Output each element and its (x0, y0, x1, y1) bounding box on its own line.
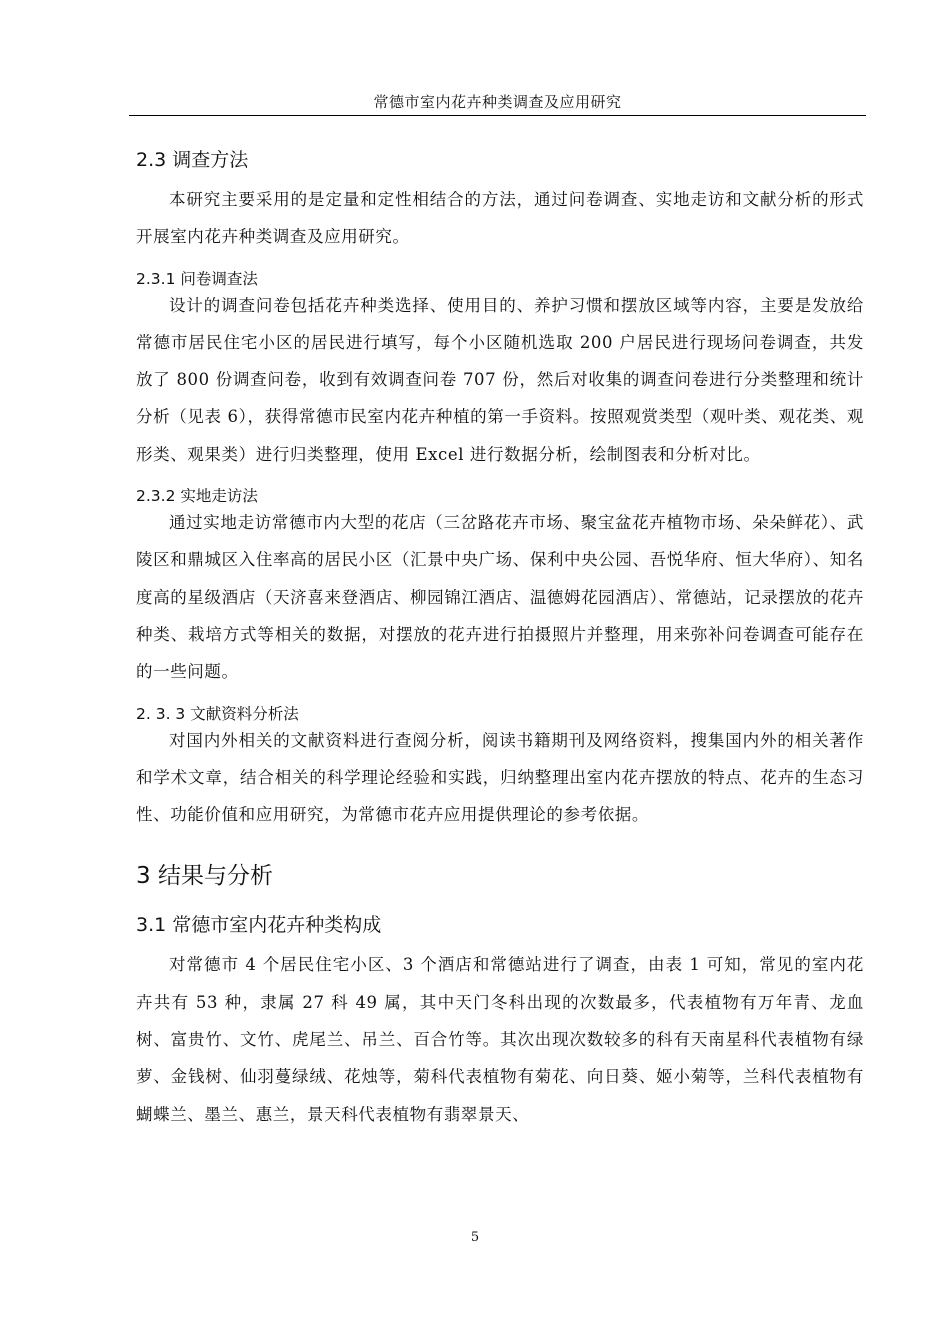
section-3-1-paragraph: 对常德市 4 个居民住宅小区、3 个酒店和常德站进行了调查，由表 1 可知，常见的室内花卉共有 53 种，隶属 27 科 49 属，其中天门冬科出现的次数最多，代表植物有万年青、龙血树、富贵竹、文竹、虎尾兰、吊兰、百合竹等。其次出现次数较多的科有天南星科代表植物有绿萝、金钱树、仙羽蔓绿绒、花烛等，菊科代表植物有菊花、向日葵、姬小菊等，兰科代表植物有蝴蝶兰、墨兰、惠兰，景天科代表植物有翡翠景天、 (136, 955, 864, 1124)
page-content (136, 146, 864, 1133)
running-header: 常德市室内花卉种类调查及应用研究 (373, 93, 622, 111)
section-2-3-heading: 2.3 调查方法 (136, 149, 249, 171)
section-2-3-1-heading: 2.3.1 问卷调查法 (136, 269, 258, 288)
section-2-3-3-heading: 2. 3. 3 文献资料分析法 (136, 704, 299, 723)
section-2-3-1-paragraph: 设计的调查问卷包括花卉种类选择、使用目的、养护习惯和摆放区域等内容，主要是发放给常德市居民住宅小区的居民进行填写，每个小区随机选取 200 户居民进行现场问卷调查，共发放了 800 份调查问卷，收到有效调查问卷 707 份，然后对收集的调查问卷进行分类整理和统计分析（见表 6），获得常德市民室内花卉种植的第一手资料。按照观赏类型（观叶类、观花类、观形类、观果类）进行归类整理，使用 Excel 进行数据分析，绘制图表和分析对比。 (136, 295, 864, 464)
page-number: 5 (470, 1230, 480, 1245)
section-2-3-2-paragraph: 通过实地走访常德市内大型的花店（三岔路花卉市场、聚宝盆花卉植物市场、朵朵鲜花）、武陵区和鼎城区入住率高的居民小区（汇景中央广场、保利中央公园、吾悦华府、恒大华府）、知名度高的星级酒店（天济喜来登酒店、柳园锦江酒店、温德姆花园酒店）、常德站，记录摆放的花卉种类、栽培方式等相关的数据，对摆放的花卉进行拍摄照片并整理，用来弥补问卷调查可能存在的一些问题。 (136, 513, 864, 682)
chapter-3-heading: 3 结果与分析 (136, 863, 273, 890)
header-rule (129, 115, 866, 116)
section-3-1-heading: 3.1 常德市室内花卉种类构成 (136, 914, 382, 937)
section-2-3-paragraph: 本研究主要采用的是定量和定性相结合的方法，通过问卷调查、实地走访和文献分析的形式开展室内花卉种类调查及应用研究。 (136, 190, 864, 247)
section-2-3-3-paragraph: 对国内外相关的文献资料进行查阅分析，阅读书籍期刊及网络资料，搜集国内外的相关著作和学术文章，结合相关的科学理论经验和实践，归纳整理出室内花卉摆放的特点、花卉的生态习性、功能价值和应用研究，为常德市花卉应用提供理论的参考依据。 (136, 730, 864, 825)
section-2-3-2-heading: 2.3.2 实地走访法 (136, 487, 258, 506)
